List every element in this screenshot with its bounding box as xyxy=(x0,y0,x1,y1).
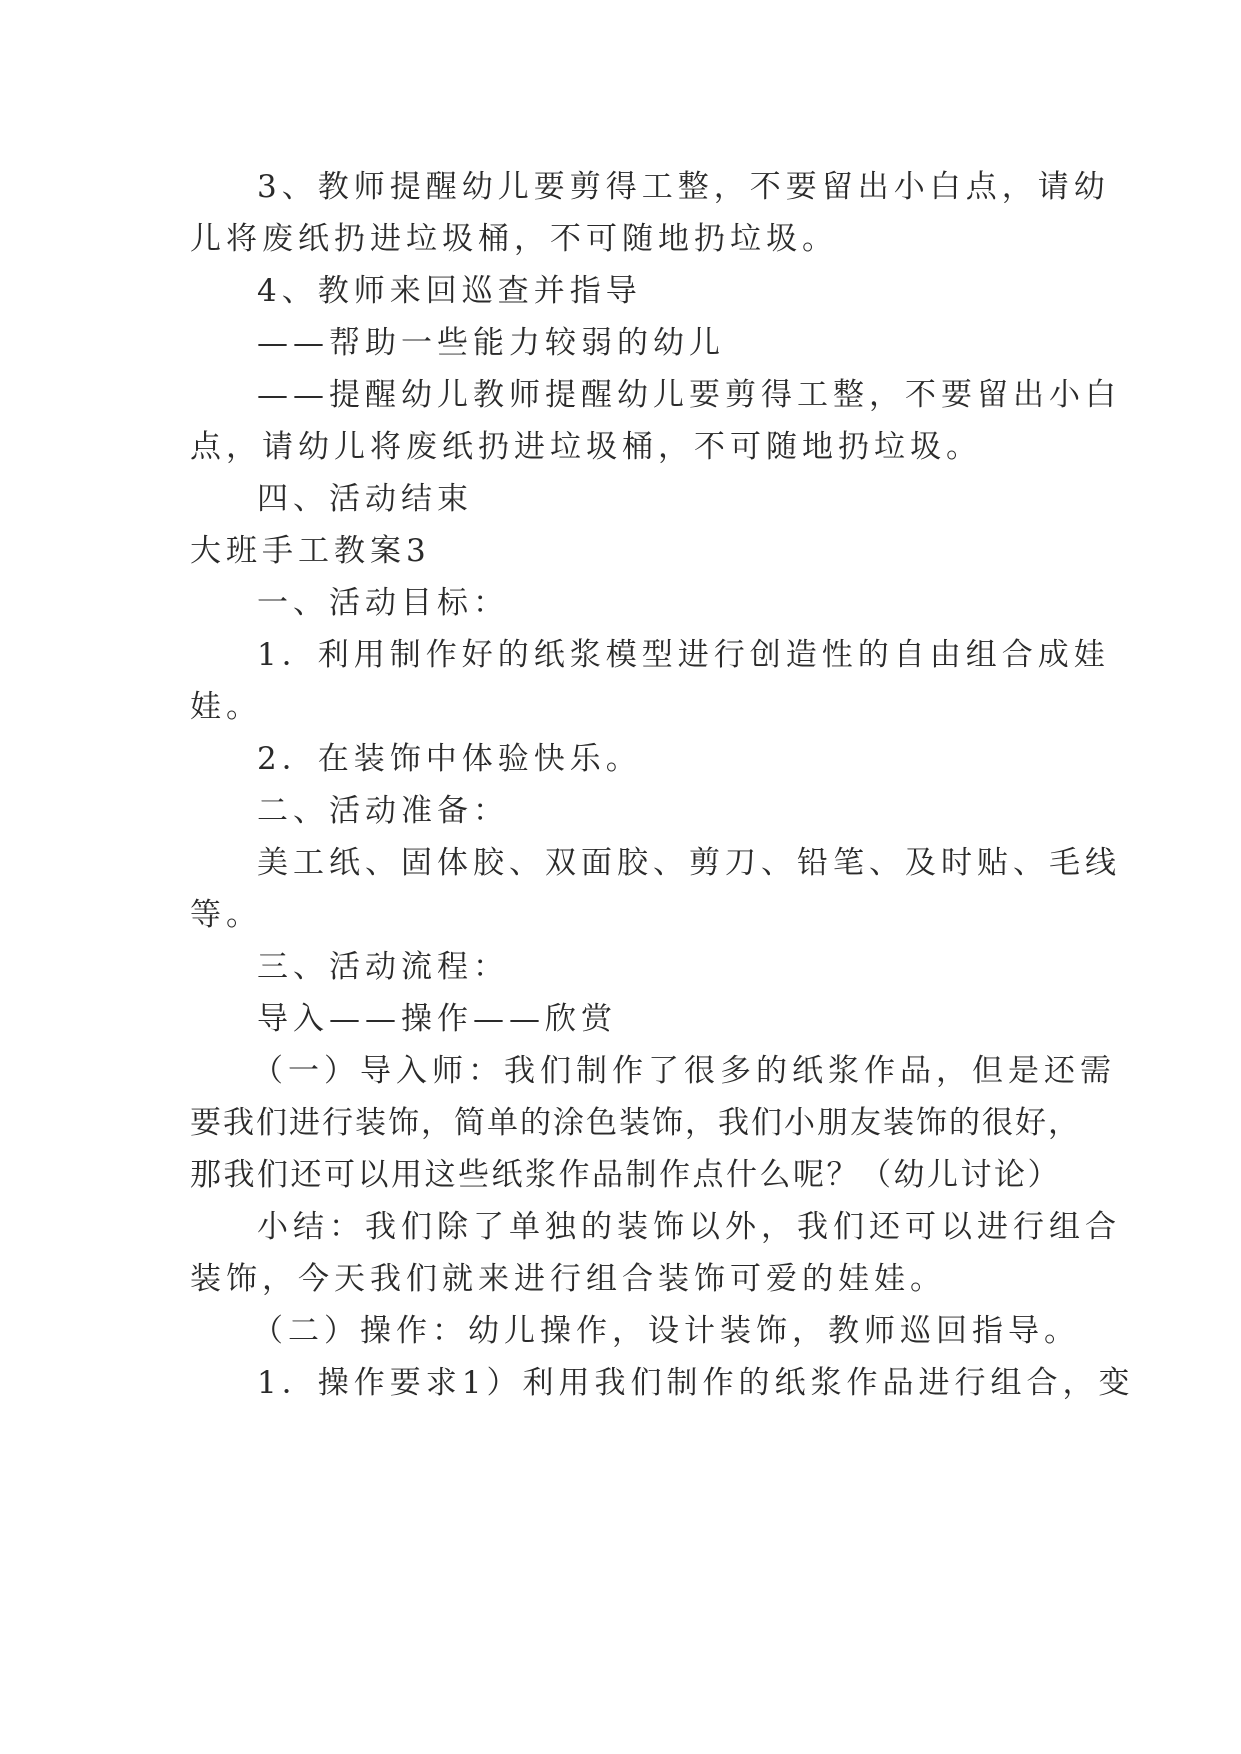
paragraph-line: 4、教师来回巡查并指导 xyxy=(257,273,642,309)
paragraph-line: 美工纸、固体胶、双面胶、剪刀、铅笔、及时贴、毛线 xyxy=(257,845,1121,881)
paragraph-line: ——提醒幼儿教师提醒幼儿要剪得工整，不要留出小白 xyxy=(257,377,1121,413)
lesson-title: 大班手工教案3 xyxy=(190,533,431,569)
paragraph-line: 1．利用制作好的纸浆模型进行创造性的自由组合成娃 xyxy=(257,637,1110,673)
paragraph-line: 点，请幼儿将废纸扔进垃圾桶，不可随地扔垃圾。 xyxy=(190,429,982,465)
paragraph-line: 导入——操作——欣赏 xyxy=(257,1001,617,1037)
section-heading: 四、活动结束 xyxy=(257,481,473,517)
paragraph-line: 要我们进行装饰，简单的涂色装饰，我们小朋友装饰的很好， xyxy=(190,1105,1081,1141)
section-heading: 一、活动目标： xyxy=(257,585,509,621)
paragraph-line: 那我们还可以用这些纸浆作品制作点什么呢？（幼儿讨论） xyxy=(190,1157,1061,1193)
paragraph-line: 3、教师提醒幼儿要剪得工整，不要留出小白点，请幼 xyxy=(257,169,1110,205)
paragraph-line: ——帮助一些能力较弱的幼儿 xyxy=(257,325,725,361)
paragraph-line: 2．在装饰中体验快乐。 xyxy=(257,741,642,777)
section-heading: 三、活动流程： xyxy=(257,949,509,985)
paragraph-line: 等。 xyxy=(190,897,262,933)
paragraph-line: 1．操作要求1）利用我们制作的纸浆作品进行组合，变 xyxy=(257,1365,1135,1401)
paragraph-line: （二）操作：幼儿操作，设计装饰，教师巡回指导。 xyxy=(252,1313,1080,1349)
paragraph-line: 儿将废纸扔进垃圾桶，不可随地扔垃圾。 xyxy=(190,221,838,257)
section-heading: 二、活动准备： xyxy=(257,793,509,829)
paragraph-line: 娃。 xyxy=(190,689,262,725)
paragraph-line: 装饰，今天我们就来进行组合装饰可爱的娃娃。 xyxy=(190,1261,946,1297)
paragraph-line: 小结：我们除了单独的装饰以外，我们还可以进行组合 xyxy=(257,1209,1121,1245)
paragraph-line: （一）导入师：我们制作了很多的纸浆作品，但是还需 xyxy=(252,1053,1116,1089)
